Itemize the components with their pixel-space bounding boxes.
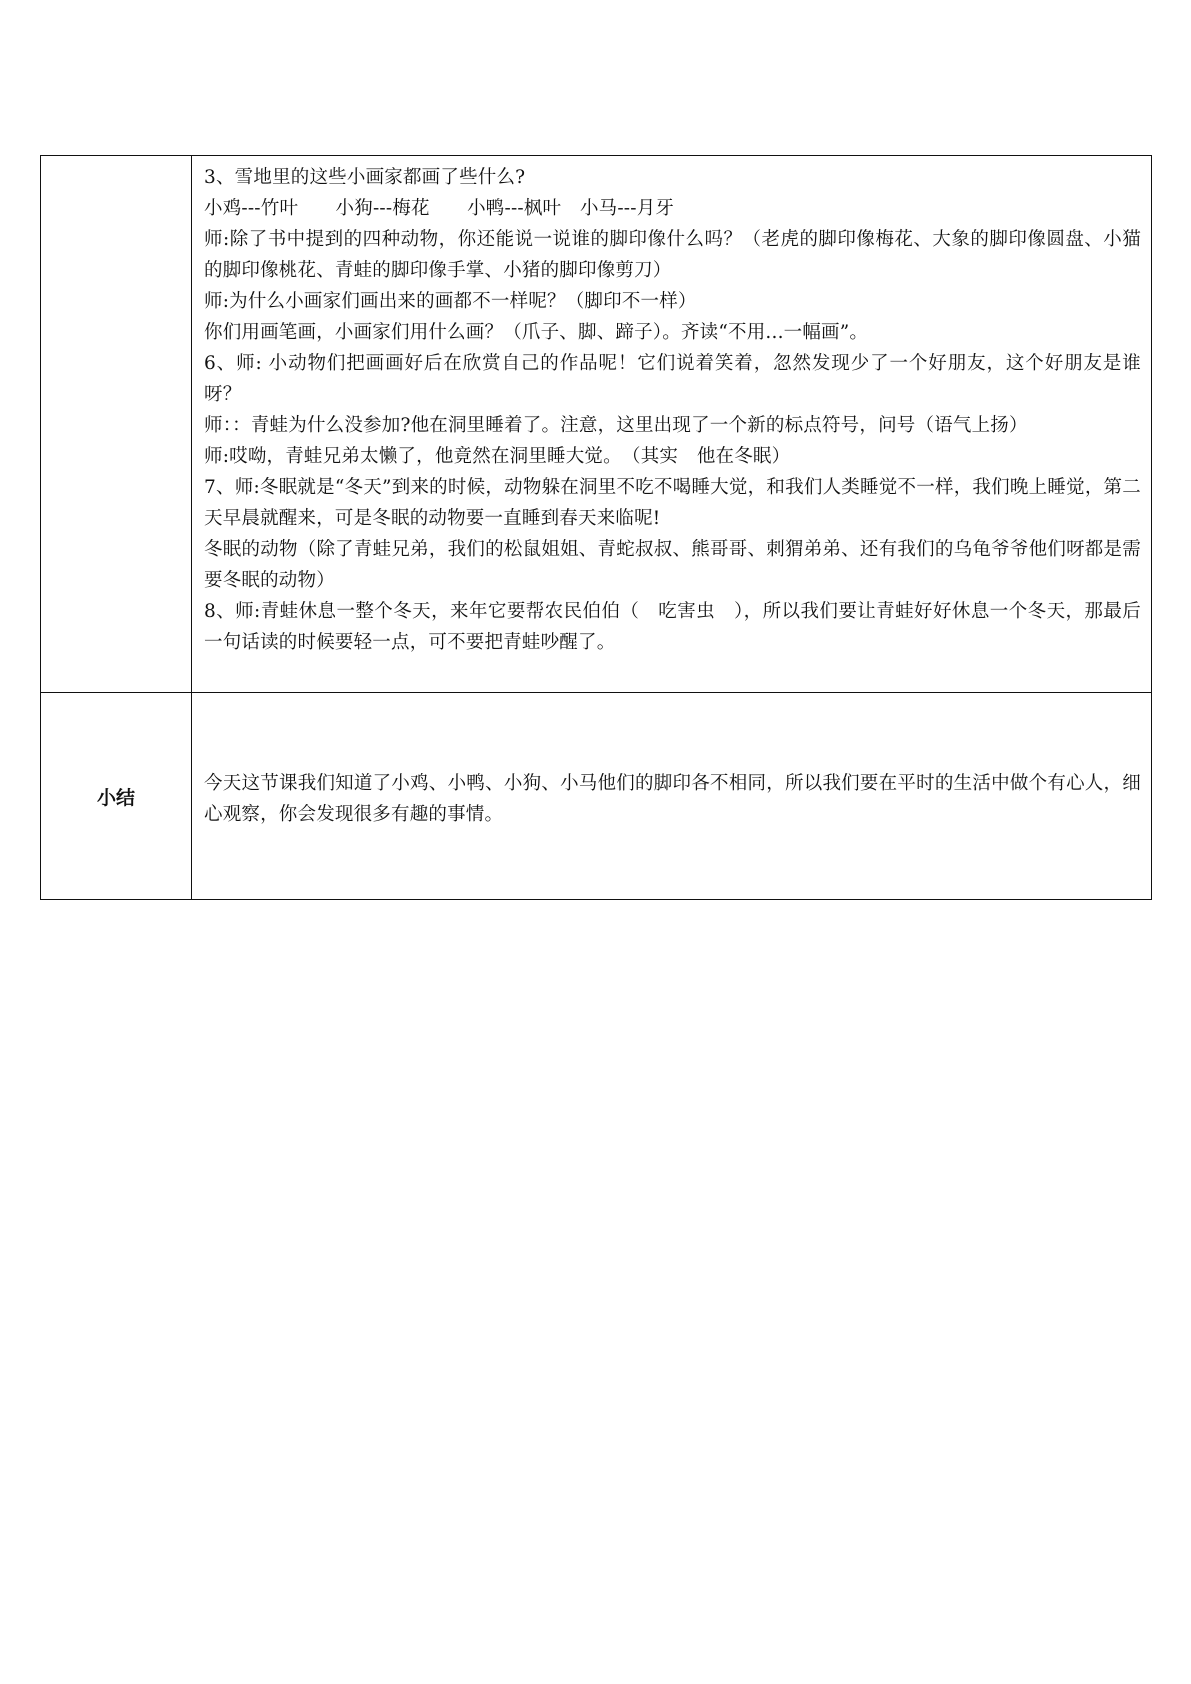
content-paragraph: 冬眠的动物（除了青蛙兄弟，我们的松鼠姐姐、青蛇叔叔、熊哥哥、刺猬弟弟、还有我们的乌龟爷爷他们呀都是需要冬眠的动物） [204,539,1141,591]
content-paragraph: 6、师: 小动物们把画画好后在欣赏自己的作品呢！它们说着笑着，忽然发现少了一个好朋友，这个好朋友是谁呀？ [204,353,1141,405]
content-paragraph: 小鸡---竹叶 小狗---梅花 小鸭---枫叶 小马---月牙 [204,198,675,219]
content-paragraph: 师：：青蛙为什么没参加?他在洞里睡着了。注意，这里出现了一个新的标点符号，问号（语气上扬） [204,415,1028,436]
summary-label: 小结 [41,693,192,900]
content-paragraph: 师:哎呦，青蛙兄弟太懒了，他竟然在洞里睡大觉。 （其实 他在冬眠） [204,446,791,467]
content-paragraph: 7、师:冬眠就是“冬天”到来的时候，动物躲在洞里不吃不喝睡大觉，和我们人类睡觉不一样，我们晚上睡觉，第二天早晨就醒来，可是冬眠的动物要一直睡到春天来临呢! [204,477,1141,529]
summary-text: 今天这节课我们知道了小鸡、小鸭、小狗、小马他们的脚印各不相同，所以我们要在平时的生活中做个有心人，细心观察，你会发现很多有趣的事情。 [204,773,1141,825]
content-paragraph: 师:除了书中提到的四种动物，你还能说一说谁的脚印像什么吗？（老虎的脚印像梅花、大象的脚印像圆盘、小猫的脚印像桃花、青蛙的脚印像手掌、小猪的脚印像剪刀） [204,229,1141,281]
content-paragraph: 8、师:青蛙休息一整个冬天，来年它要帮农民伯伯（ 吃害虫 ），所以我们要让青蛙好好休息一个冬天，那最后一句话读的时候要轻一点，可不要把青蛙吵醒了。 [204,601,1141,653]
teaching-process-content-cell [192,156,1152,693]
teaching-process-label-cell [41,156,192,693]
content-paragraph: 师:为什么小画家们画出来的画都不一样呢？（脚印不一样） [204,291,697,312]
content-paragraph: 你们用画笔画，小画家们用什么画？（爪子、脚、蹄子）。齐读“不用...一幅画”。 [204,322,869,343]
teaching-process-row [41,156,1152,693]
summary-content-cell [192,693,1152,900]
lesson-plan-table [40,155,1152,900]
summary-row [41,693,1152,900]
content-paragraph: 3、雪地里的这些小画家都画了些什么? [204,167,526,188]
